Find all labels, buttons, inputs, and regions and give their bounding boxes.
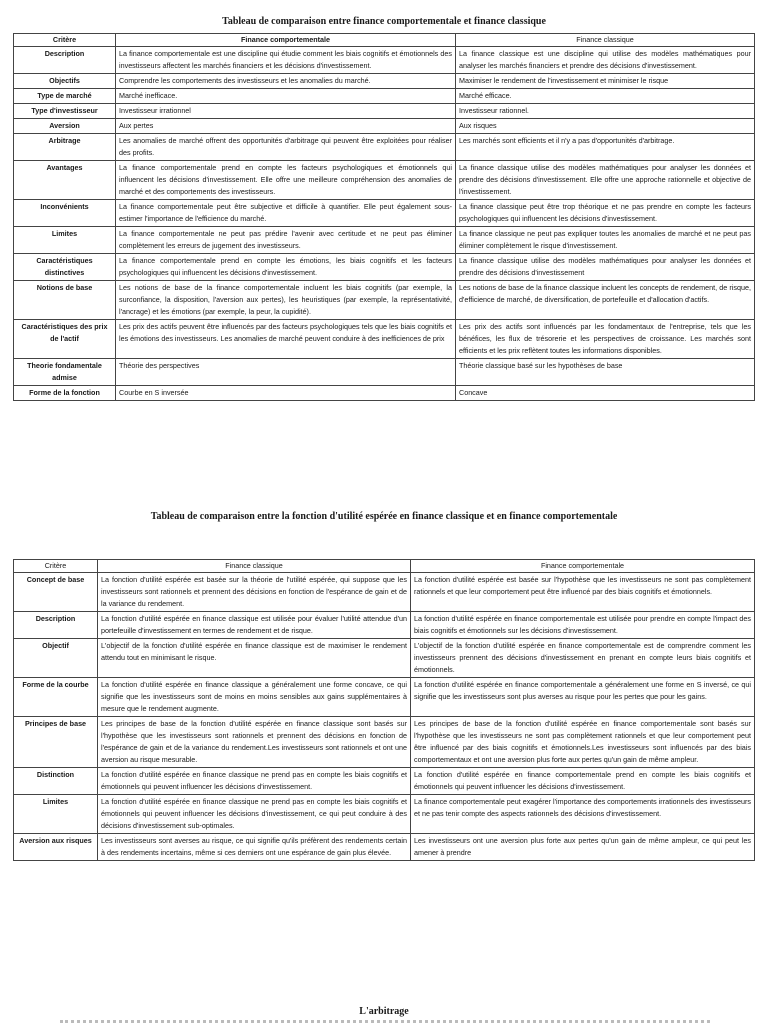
table-row xyxy=(14,74,755,89)
table-row xyxy=(14,89,755,104)
value-cell: La finance classique peut être trop théorique et ne pas prendre en compte les facteurs psychologiques qui influencent les décisions d'investissement. xyxy=(456,200,755,227)
table1-header-criterion: Critère xyxy=(14,34,116,47)
value-cell: L'objectif de la fonction d'utilité espérée en finance comportementale est de comprendre comment les investisseurs prennent des décisions d'investissement en prenant en compte leurs biais cognitifs et émotionnels. xyxy=(411,639,755,678)
criterion-cell: Caractéristiques des prix de l'actif xyxy=(14,320,116,359)
value-cell: La finance classique ne peut pas expliquer toutes les anomalies de marché et ne peut pas éliminer complètement le risque d'investissement. xyxy=(456,227,755,254)
table1-title: Tableau de comparaison entre finance comportementale et finance classique xyxy=(222,16,546,27)
value-cell: Les marchés sont efficients et il n'y a pas d'opportunités d'arbitrage. xyxy=(456,134,755,161)
value-cell: Théorie classique basé sur les hypothèses de base xyxy=(456,359,755,386)
criterion-cell: Type de marché xyxy=(14,89,116,104)
value-cell: La finance comportementale peut exagérer l'importance des comportements irrationnels des investisseurs et ne pas tenir compte des aspects rationnels des décisions d'investissement. xyxy=(411,795,755,834)
value-cell: Les notions de base de la finance classique incluent les concepts de rendement, de risque, d'efficience de marché, de diversification, de portefeuille et d'allocation d'actifs. xyxy=(456,281,755,320)
value-cell: Concave xyxy=(456,386,755,401)
value-cell: La finance classique utilise des modèles mathématiques pour analyser les données et prendre des décisions d'investissement. Elle offre une approche rationnelle et objective de l'investissement. xyxy=(456,161,755,200)
table-row xyxy=(14,200,755,227)
value-cell: Les investisseurs ont une aversion plus forte aux pertes qu'un gain de même ampleur, ce qui peut les amener à prendre xyxy=(411,834,755,861)
value-cell: La fonction d'utilité espérée en finance comportementale est utilisée pour prendre en compte l'impact des biais cognitifs et émotionnels sur les décisions d'investissement. xyxy=(411,612,755,639)
value-cell: Les principes de base de la fonction d'utilité espérée en finance classique sont basés sur l'hypothèse que les investisseurs sont rationnels et prennent des décisions en fonction de l'espérance de gain et de la variance du rendement.Les investisseurs sont rationnels et ont une aversion au risque mesurable. xyxy=(98,717,411,768)
value-cell: Courbe en S inversée xyxy=(116,386,456,401)
criterion-cell: Objectifs xyxy=(14,74,116,89)
criterion-cell: Concept de base xyxy=(14,573,98,612)
criterion-cell: Limites xyxy=(14,795,98,834)
value-cell: La fonction d'utilité espérée en finance classique ne prend pas en compte les biais cognitifs et émotionnels qui peuvent influencer les décisions d'investissement. xyxy=(98,768,411,795)
value-cell: La finance comportementale ne peut pas prédire l'avenir avec certitude et ne peut pas éliminer complètement les erreurs de jugement des investisseurs. xyxy=(116,227,456,254)
table2-header-classical: Finance classique xyxy=(98,560,411,573)
value-cell: La finance comportementale peut être subjective et difficile à quantifier. Elle peut également sous-estimer l'importance de l'efficience du marché. xyxy=(116,200,456,227)
table-row xyxy=(14,573,755,612)
value-cell: La fonction d'utilité espérée est basée sur la théorie de l'utilité espérée, qui suppose que les investisseurs sont rationnels et prennent des décisions en fonction de l'espérance de gain et de la variance du rendement. xyxy=(98,573,411,612)
comparison-table-2 xyxy=(13,559,755,861)
value-cell: La fonction d'utilité espérée est basée sur l'hypothèse que les investisseurs ne sont pas complètement rationnels et que leur comportement peut être influencé par des biais cognitifs et émotionnels. xyxy=(411,573,755,612)
criterion-cell: Aversion xyxy=(14,119,116,134)
table-row xyxy=(14,281,755,320)
value-cell: Marché inefficace. xyxy=(116,89,456,104)
criterion-cell: Avantages xyxy=(14,161,116,200)
criterion-cell: Caractéristiques distinctives xyxy=(14,254,116,281)
value-cell: Théorie des perspectives xyxy=(116,359,456,386)
criterion-cell: Description xyxy=(14,612,98,639)
table-row xyxy=(14,612,755,639)
table2-title: Tableau de comparaison entre la fonction d'utilité espérée en finance classique et en finance comportementale xyxy=(150,511,618,522)
criterion-cell: Inconvénients xyxy=(14,200,116,227)
value-cell: La finance comportementale est une discipline qui étudie comment les biais cognitifs et émotionnels des investisseurs affectent les marchés financiers et les décisions d'investissement. xyxy=(116,47,456,74)
value-cell: Maximiser le rendement de l'investissement et minimiser le risque xyxy=(456,74,755,89)
value-cell: La finance comportementale prend en compte les facteurs psychologiques et émotionnels qui influencent les décisions d'investissement. Elle offre une meilleure compréhension des anomalies de marché et des comportements des investisseurs. xyxy=(116,161,456,200)
value-cell: La finance comportementale prend en compte les émotions, les biais cognitifs et les facteurs psychologiques qui influencent les décisions d'investissement. xyxy=(116,254,456,281)
value-cell: La finance classique est une discipline qui utilise des modèles mathématiques pour analyser les marchés financiers et prendre des décisions d'investissement. xyxy=(456,47,755,74)
value-cell: La fonction d'utilité espérée en finance classique est utilisée pour évaluer l'utilité attendue d'un portefeuille d'investissement en termes de rendement et de risque. xyxy=(98,612,411,639)
criterion-cell: Type d'investisseur xyxy=(14,104,116,119)
value-cell: La finance classique utilise des modèles mathématiques pour analyser les données et prendre des décisions d'investissement xyxy=(456,254,755,281)
table-row xyxy=(14,639,755,678)
table-row xyxy=(14,161,755,200)
table-row xyxy=(14,254,755,281)
table-row xyxy=(14,768,755,795)
table-row xyxy=(14,227,755,254)
table-row xyxy=(14,119,755,134)
criterion-cell: Limites xyxy=(14,227,116,254)
value-cell: La fonction d'utilité espérée en finance classique a généralement une forme concave, ce qui signifie que les investisseurs sont de moins en moins sensibles aux gains supplémentaires à mesure que le rendement augmente. xyxy=(98,678,411,717)
table1-header-behavioral: Finance comportementale xyxy=(116,34,456,47)
table2-header-behavioral: Finance comportementale xyxy=(411,560,755,573)
criterion-cell: Aversion aux risques xyxy=(14,834,98,861)
value-cell: Les notions de base de la finance comportementale incluent les biais cognitifs (par exemple, la surconfiance, la disposition, l'aversion aux pertes), les heuristiques (par exemple, la représentativité, l'ancrage) et les émotions (par exemple, la peur, la cupidité). xyxy=(116,281,456,320)
value-cell: La fonction d'utilité espérée en finance comportementale prend en compte les biais cognitifs et émotionnels qui peuvent influencer les décisions d'investissement. xyxy=(411,768,755,795)
section-title-arbitrage: L'arbitrage xyxy=(359,1006,409,1017)
value-cell: Les anomalies de marché offrent des opportunités d'arbitrage qui peuvent être exploitées pour réaliser des profits. xyxy=(116,134,456,161)
criterion-cell: Arbitrage xyxy=(14,134,116,161)
value-cell: Investisseur irrationnel xyxy=(116,104,456,119)
table-row xyxy=(14,134,755,161)
value-cell: Investisseur rationnel. xyxy=(456,104,755,119)
value-cell: Aux risques xyxy=(456,119,755,134)
value-cell: La fonction d'utilité espérée en finance comportementale a généralement une forme en S inversé, ce qui signifie que les investisseurs sont plus averses au risque pour les pertes que pour les gains. xyxy=(411,678,755,717)
value-cell: Les prix des actifs peuvent être influencés par des facteurs psychologiques tels que les biais cognitifs et les émotions des investisseurs. Les anomalies de marché peuvent conduire à des inefficiences de prix xyxy=(116,320,456,359)
criterion-cell: Description xyxy=(14,47,116,74)
value-cell: La fonction d'utilité espérée en finance classique ne prend pas en compte les biais cognitifs et émotionnels qui peuvent influencer les décisions d'investissement, ce qui peut conduire à des décisions d'investissement sub-optimales. xyxy=(98,795,411,834)
table-row xyxy=(14,834,755,861)
comparison-table-1 xyxy=(13,33,755,401)
table-row xyxy=(14,320,755,359)
value-cell: Comprendre les comportements des investisseurs et les anomalies du marché. xyxy=(116,74,456,89)
value-cell: Aux pertes xyxy=(116,119,456,134)
value-cell: Les prix des actifs sont influencés par les fondamentaux de l'entreprise, tels que les bénéfices, les flux de trésorerie et les perspectives de croissance. Les marchés sont efficients et les prix reflètent toutes les informations disponibles. xyxy=(456,320,755,359)
criterion-cell: Objectif xyxy=(14,639,98,678)
criterion-cell: Forme de la fonction xyxy=(14,386,116,401)
criterion-cell: Forme de la courbe xyxy=(14,678,98,717)
value-cell: Les principes de base de la fonction d'utilité espérée en finance comportementale sont basés sur l'hypothèse que les investisseurs ne sont pas complètement rationnels et que leur comportement peut être influencé par des biais cognitifs et émotionnels.Les investisseurs sont influencés par des biais comportementaux et ont une aversion plus forte aux pertes qu'un gain de même ampleur. xyxy=(411,717,755,768)
criterion-cell: Theorie fondamentale admise xyxy=(14,359,116,386)
table1-header-classical: Finance classique xyxy=(456,34,755,47)
criterion-cell: Notions de base xyxy=(14,281,116,320)
table2-header-criterion: Critère xyxy=(14,560,98,573)
table-row xyxy=(14,678,755,717)
table-row xyxy=(14,795,755,834)
table-row xyxy=(14,717,755,768)
table-row xyxy=(14,47,755,74)
table-row xyxy=(14,386,755,401)
criterion-cell: Principes de base xyxy=(14,717,98,768)
criterion-cell: Distinction xyxy=(14,768,98,795)
table-row xyxy=(14,359,755,386)
value-cell: Les investisseurs sont averses au risque, ce qui signifie qu'ils préfèrent des rendements certain à des rendements incertains, même si ces derniers ont une espérance de gain plus élevée. xyxy=(98,834,411,861)
value-cell: Marché efficace. xyxy=(456,89,755,104)
value-cell: L'objectif de la fonction d'utilité espérée en finance classique est de maximiser le rendement attendu tout en minimisant le risque. xyxy=(98,639,411,678)
table-row xyxy=(14,104,755,119)
